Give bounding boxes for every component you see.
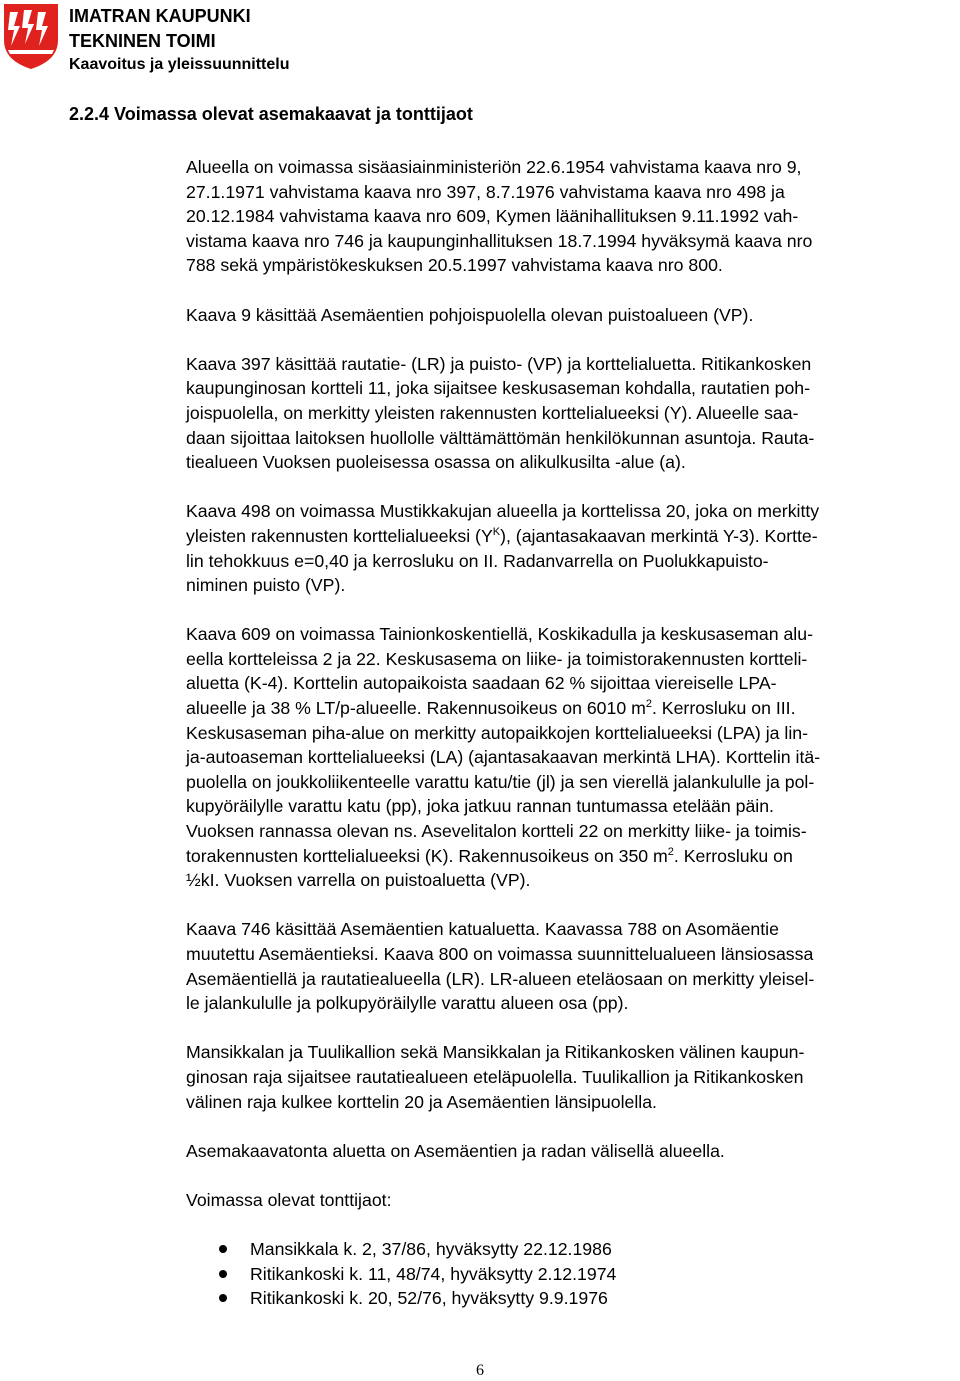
text-line: Kaava 746 käsittää Asemäentien katualuetta. Kaavassa 788 on Asomäentie: [186, 919, 779, 940]
text-line: Alueella on voimassa sisäasiainministeriön 22.6.1954 vahvistama kaava nro 9,: [186, 157, 802, 177]
text-line: . Kerrosluku on III.: [651, 698, 796, 719]
paragraph-valid-plans: [186, 155, 956, 278]
text-line: 788 sekä ympäristökeskuksen 20.5.1997 vahvistama kaava nro 800.: [186, 255, 723, 276]
text-line: aluetta (K-4). Korttelin autopaikoista saadaan 62 % sijoittaa viereiselle LPA-: [186, 673, 777, 694]
plot-division-list: [186, 1237, 956, 1311]
text-line: Mansikkalan ja Tuulikallion sekä Mansikkalan ja Ritikankosken välinen kaupun-: [186, 1042, 805, 1063]
list-item: Mansikkala k. 2, 37/86, hyväksytty 22.12.1986: [186, 1237, 956, 1262]
text-line: joispuolella, on merkitty yleisten rakennusten korttelialueeksi (Y). Alueelle saa-: [186, 402, 799, 423]
header-organization: IMATRAN KAUPUNKI: [69, 6, 251, 26]
list-item: Ritikankoski k. 20, 52/76, hyväksytty 9.9.1976: [186, 1286, 956, 1311]
document-body: [186, 155, 956, 1311]
text-line: niminen puisto (VP).: [186, 575, 346, 596]
text-line: Asemakaavatonta aluetta on Asemäentien ja radan välisellä alueella.: [186, 1140, 725, 1161]
superscript: K: [492, 526, 501, 539]
text-line: Asemäentiellä ja rautatiealueella (LR). LR-alueen eteläosaan on merkitty yleisel-: [186, 968, 815, 989]
text-line: le jalankululle ja polkupyöräilylle varattu alueen osa (pp).: [186, 993, 629, 1014]
list-item: Ritikankoski k. 11, 48/74, hyväksytty 2.12.1974: [186, 1262, 956, 1287]
text-line: lin tehokkuus e=0,40 ja kerrosluku on II. Radanvarrella on Puolukkapuisto-: [186, 550, 769, 571]
text-line: kupyöräilylle varattu katu (pp), joka jatkuu rannan tuntumassa etelään päin.: [186, 796, 774, 817]
text-line: ja-autoaseman korttelialueeksi (LA) (ajantasakaavan merkintä LHA). Korttelin itä-: [186, 747, 821, 768]
paragraph-plan-498: [186, 499, 956, 597]
text-line: vistama kaava nro 746 ja kaupunginhallituksen 18.7.1994 hyväksymä kaava nro: [186, 230, 813, 251]
text-line: kaupunginosan kortteli 11, joka sijaitsee keskusaseman kohdalla, rautatien poh-: [186, 378, 811, 399]
text-line: puolella on joukkoliikenteelle varattu katu/tie (jl) ja sen vierellä jalankululle ja pol-: [186, 771, 815, 792]
text-line: tiealueen Vuoksen puoleisessa osassa on alikulkusilta -alue (a).: [186, 452, 686, 473]
text-line: ), (ajantasakaavan merkintä Y-3). Kortte-: [500, 525, 818, 546]
section-title: 2.2.4 Voimassa olevat asemakaavat ja tonttijaot: [69, 104, 473, 124]
paragraph-plan-397: [186, 352, 956, 475]
text-line: eella kortteleissa 2 ja 22. Keskusasema on liike- ja toimistorakennusten kortteli-: [186, 648, 808, 669]
text-line: daan sijoittaa laitoksen huollolle välttämättömän henkilökunnan asuntoja. Rauta-: [186, 427, 815, 448]
text-line: Voimassa olevat tonttijaot:: [186, 1189, 392, 1210]
paragraph-plan-609: [186, 622, 956, 893]
text-line: 20.12.1984 vahvistama kaava nro 609, Kymen läänihallituksen 9.11.1992 vah-: [186, 206, 799, 227]
paragraph-district-borders: [186, 1040, 956, 1114]
paragraph-plan-9: [186, 303, 956, 328]
text-line: ½kI. Vuoksen varrella on puistoaluetta (VP).: [186, 870, 531, 891]
paragraph-plans-746-788-800: [186, 917, 956, 1015]
text-line: muutettu Asemäentieksi. Kaava 800 on voimassa suunnittelualueen länsiosassa: [186, 944, 814, 964]
superscript: 2: [645, 698, 652, 711]
paragraph-unplanned-area: [186, 1139, 956, 1164]
page-number: 6: [476, 1362, 484, 1379]
text-line: ginosan raja sijaitsee rautatiealueen eteläpuolella. Tuulikallion ja Ritikankosken: [186, 1066, 804, 1087]
text-line: Vuoksen rannassa olevan ns. Asevelitalon kortteli 22 on merkitty liike- ja toimis-: [186, 821, 807, 842]
text-line: Kaava 397 käsittää rautatie- (LR) ja puisto- (VP) ja korttelialuetta. Ritikankosken: [186, 353, 812, 374]
text-line: Kaava 9 käsittää Asemäentien pohjoispuolella olevan puistoalueen (VP).: [186, 304, 754, 325]
text-line: torakennusten korttelialueeksi (K). Rakennusoikeus on 350 m: [186, 845, 668, 866]
paragraph-plot-divisions-heading: [186, 1188, 956, 1213]
text-line: . Kerrosluku on: [673, 845, 793, 866]
text-line: Kaava 498 on voimassa Mustikkakujan alueella ja korttelissa 20, joka on merkitty: [186, 501, 820, 522]
text-line: yleisten rakennusten korttelialueeksi (Y: [186, 525, 493, 546]
text-line: välinen raja kulkee korttelin 20 ja Asemäentien länsipuolella.: [186, 1091, 657, 1112]
text-line: Keskusaseman piha-alue on merkitty autopaikkojen korttelialueeksi (LPA) ja lin-: [186, 722, 808, 743]
text-line: alueelle ja 38 % LT/p-alueelle. Rakennusoikeus on 6010 m: [186, 698, 646, 719]
city-coat-of-arms-logo: [2, 2, 60, 70]
header-department: TEKNINEN TOIMI: [69, 31, 216, 51]
header-unit: Kaavoitus ja yleissuunnittelu: [69, 56, 290, 73]
text-line: Kaava 609 on voimassa Tainionkoskentiellä, Koskikadulla ja keskusaseman alu-: [186, 624, 813, 645]
text-line: 27.1.1971 vahvistama kaava nro 397, 8.7.1976 vahvistama kaava nro 498 ja: [186, 181, 785, 202]
superscript: 2: [667, 845, 674, 858]
